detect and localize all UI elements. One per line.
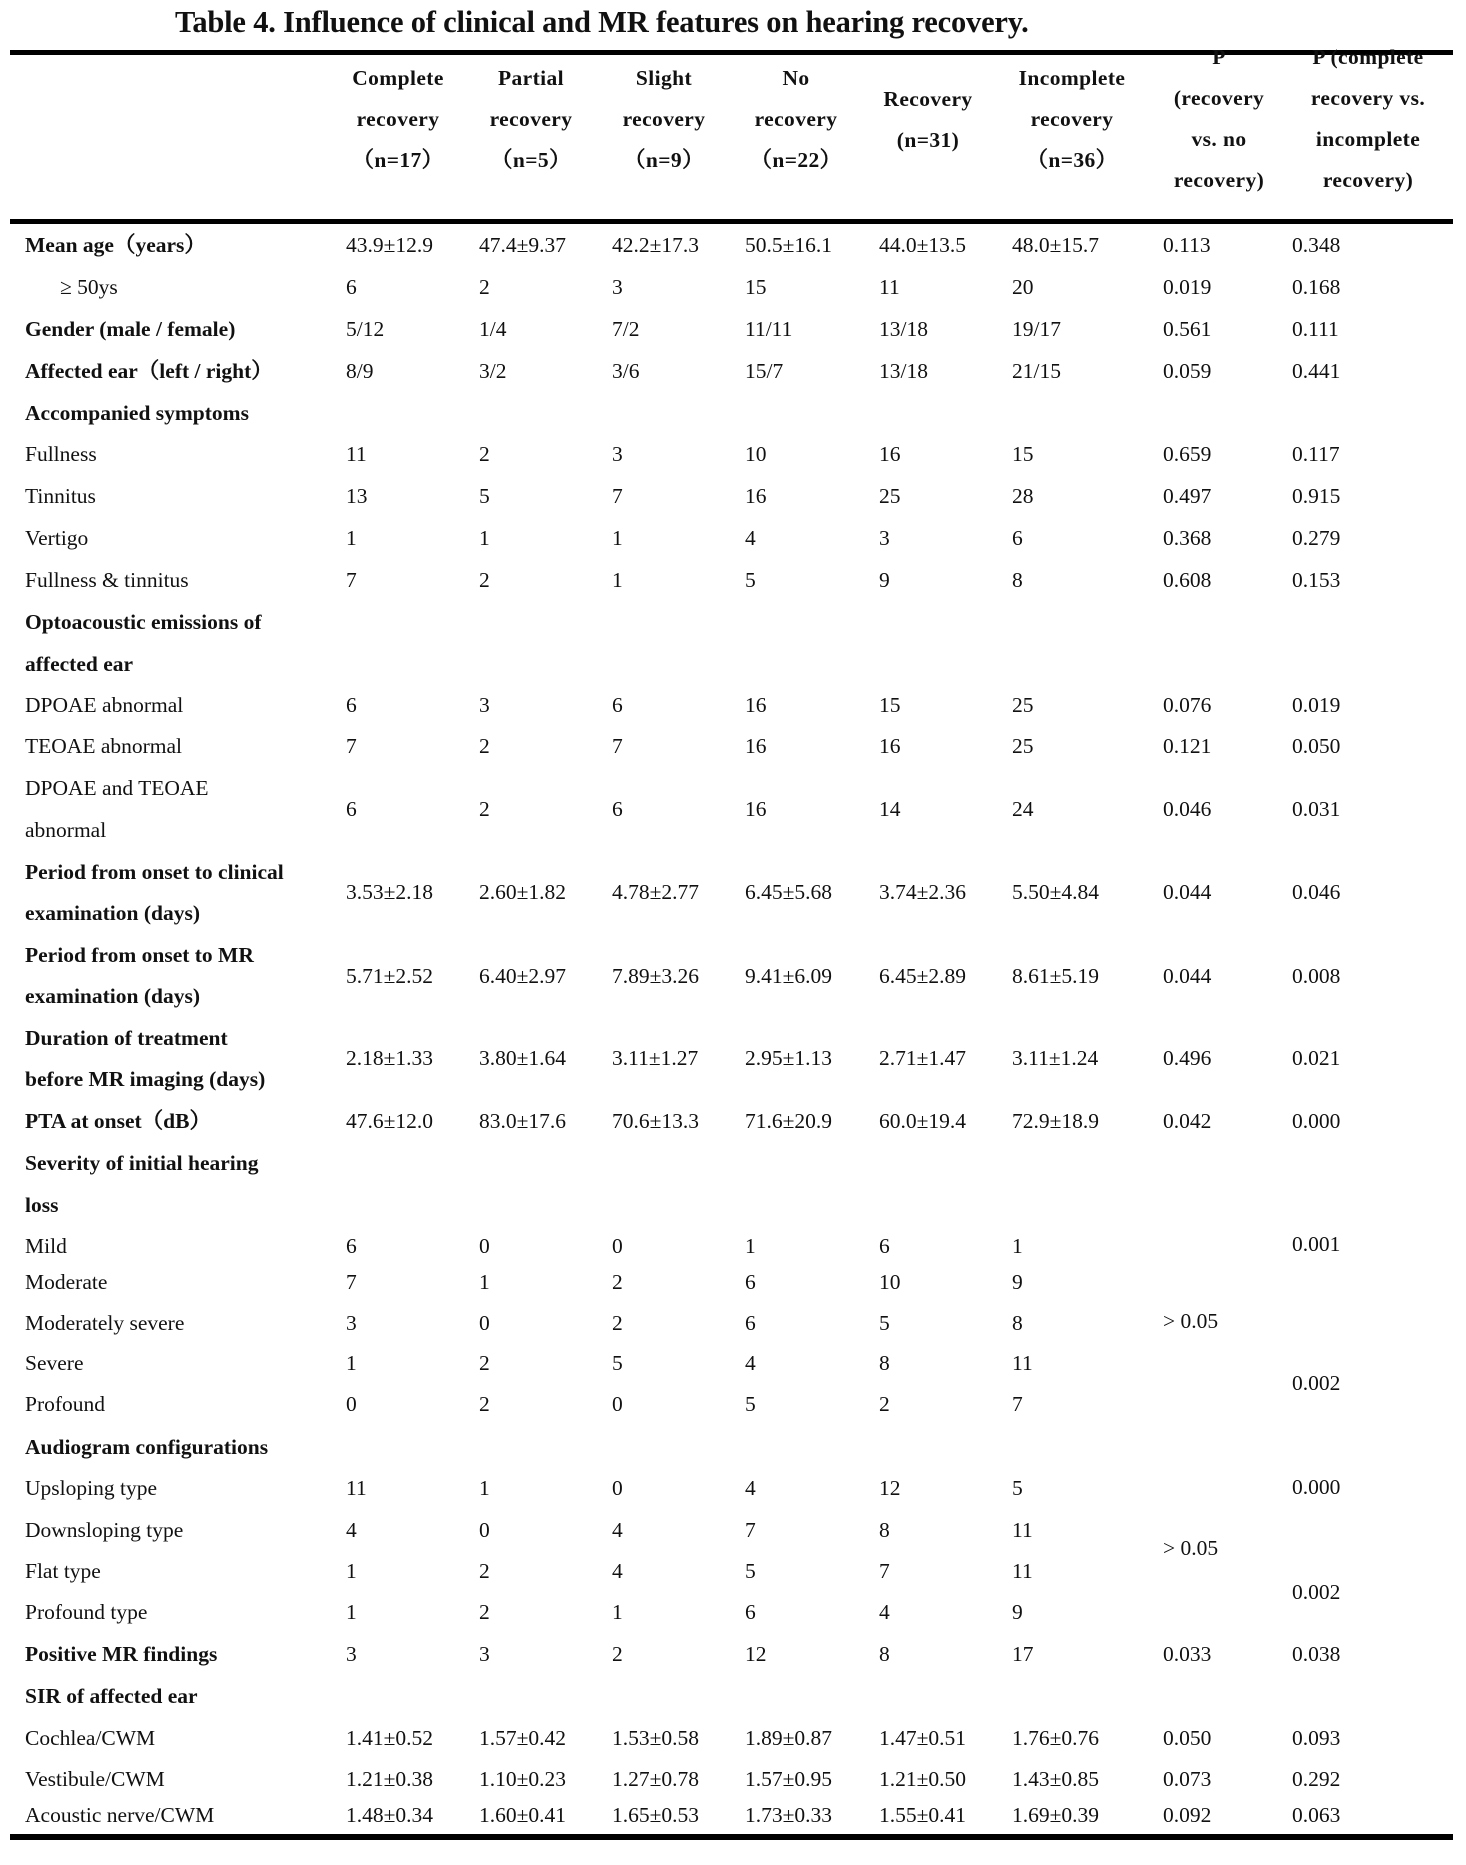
table-cell: 11 — [1012, 1559, 1033, 1583]
table-cell: 3 — [346, 1642, 357, 1666]
row-label: Fullness & tinnitus — [25, 568, 189, 592]
table-cell: 0.608 — [1163, 568, 1212, 592]
table-cell: 16 — [745, 797, 767, 821]
column-header: P (complete — [1312, 45, 1424, 69]
column-header: recovery — [1030, 107, 1114, 131]
row-label: SIR of affected ear — [25, 1684, 198, 1708]
column-header: Partial — [497, 66, 565, 90]
table-cell: 11/11 — [745, 317, 793, 341]
table-cell: 4 — [346, 1518, 357, 1542]
table-cell: 4 — [612, 1559, 623, 1583]
table-cell: 6 — [879, 1234, 890, 1258]
column-header: recovery) — [1173, 168, 1265, 192]
table-cell: 0.093 — [1292, 1726, 1341, 1750]
p-value-merged: > 0.05 — [1163, 1536, 1219, 1560]
table-cell: 0.561 — [1163, 317, 1212, 341]
row-label: Mean age（years） — [25, 233, 206, 257]
table-cell: 6 — [612, 693, 623, 717]
row-label: Vertigo — [25, 526, 89, 550]
table-cell: 2.60±1.82 — [479, 880, 567, 904]
table-cell: 1 — [612, 526, 623, 550]
table-cell: 25 — [879, 484, 901, 508]
table-cell: 1.69±0.39 — [1012, 1803, 1100, 1827]
table-cell: 1.48±0.34 — [346, 1803, 434, 1827]
table-cell: 0.117 — [1292, 442, 1340, 466]
table-cell: 0.063 — [1292, 1803, 1341, 1827]
table-cell: 0.031 — [1292, 797, 1341, 821]
row-label-continued: abnormal — [25, 818, 107, 842]
table-cell: 5.50±4.84 — [1012, 880, 1100, 904]
column-header: (recovery — [1173, 86, 1265, 110]
table-cell: 0.044 — [1163, 964, 1212, 988]
table-cell: 71.6±20.9 — [745, 1109, 833, 1133]
column-header: Complete — [352, 66, 444, 90]
table-cell: 2 — [479, 1392, 490, 1416]
table-cell: 7.89±3.26 — [612, 964, 700, 988]
table-cell: 15 — [745, 275, 767, 299]
column-header: vs. no — [1191, 127, 1247, 151]
table-cell: 1.76±0.76 — [1012, 1726, 1100, 1750]
table-cell: 7 — [612, 484, 623, 508]
row-label: Acoustic nerve/CWM — [25, 1803, 215, 1827]
p-value-merged: 0.001 — [1292, 1232, 1341, 1256]
table-cell: 2 — [479, 1351, 490, 1375]
table-cell: 1 — [612, 1600, 623, 1624]
table-cell: 7 — [1012, 1392, 1023, 1416]
table-cell: 1.43±0.85 — [1012, 1767, 1100, 1791]
row-label: Fullness — [25, 442, 97, 466]
table-cell: 1.47±0.51 — [879, 1726, 967, 1750]
table-cell: 3 — [479, 1642, 490, 1666]
table-cell: 0.021 — [1292, 1046, 1341, 1070]
table-cell: 3/6 — [612, 359, 640, 383]
table-cell: 0.046 — [1163, 797, 1212, 821]
table-cell: 8 — [879, 1351, 890, 1375]
table-cell: 12 — [745, 1642, 767, 1666]
table-cell: 72.9±18.9 — [1012, 1109, 1100, 1133]
row-label: Downsloping type — [25, 1518, 184, 1542]
table-cell: 2.95±1.13 — [745, 1046, 833, 1070]
table-cell: 5 — [745, 1392, 756, 1416]
table-cell: 11 — [879, 275, 900, 299]
row-label: ≥ 50ys — [60, 275, 118, 299]
table-cell: 4 — [745, 526, 756, 550]
table-cell: 1.53±0.58 — [612, 1726, 700, 1750]
table-cell: 0.292 — [1292, 1767, 1341, 1791]
table-cell: 7 — [745, 1518, 756, 1542]
table-cell: 3 — [612, 275, 623, 299]
table-cell: 19/17 — [1012, 317, 1061, 341]
row-label-continued: examination (days) — [25, 984, 200, 1008]
column-header: recovery) — [1322, 168, 1414, 192]
table-cell: 0 — [479, 1518, 490, 1542]
row-label: DPOAE abnormal — [25, 693, 184, 717]
table-cell: 0.019 — [1292, 693, 1341, 717]
table-cell: 8 — [879, 1518, 890, 1542]
p-value-merged: 0.002 — [1292, 1371, 1341, 1395]
table-cell: 5 — [1012, 1476, 1023, 1500]
table-cell: 6.45±5.68 — [745, 880, 833, 904]
table-cell: 0.050 — [1292, 734, 1341, 758]
p-value-merged: 0.002 — [1292, 1580, 1341, 1604]
table-cell: 1 — [346, 1559, 357, 1583]
table-cell: 11 — [1012, 1518, 1033, 1542]
table-cell: 83.0±17.6 — [479, 1109, 567, 1133]
column-header: P — [1212, 45, 1226, 69]
table-cell: 4 — [745, 1476, 756, 1500]
table-cell: 0 — [479, 1311, 490, 1335]
table-cell: 9 — [1012, 1600, 1023, 1624]
table-cell: 2 — [479, 442, 490, 466]
row-label: Severe — [25, 1351, 84, 1375]
table-cell: 0 — [612, 1392, 623, 1416]
table-cell: 20 — [1012, 275, 1034, 299]
table-cell: 6 — [346, 693, 357, 717]
table-cell: 5 — [745, 568, 756, 592]
table-cell: 6 — [346, 275, 357, 299]
table-cell: 0.168 — [1292, 275, 1341, 299]
table-cell: 0 — [479, 1234, 490, 1258]
table-cell: 3 — [612, 442, 623, 466]
table-cell: 3 — [479, 693, 490, 717]
table-cell: 6 — [1012, 526, 1023, 550]
table-cell: 0.076 — [1163, 693, 1212, 717]
table-cell: 1.65±0.53 — [612, 1803, 700, 1827]
table-cell: 2 — [479, 568, 490, 592]
table-cell: 0.000 — [1292, 1109, 1341, 1133]
table-cell: 3.53±2.18 — [346, 880, 434, 904]
table-cell: 48.0±15.7 — [1012, 233, 1100, 257]
row-label: Audiogram configurations — [25, 1435, 269, 1459]
table-cell: 3 — [879, 526, 890, 550]
table-cell: 10 — [745, 442, 767, 466]
table-cell: 24 — [1012, 797, 1034, 821]
row-label: PTA at onset（dB） — [25, 1109, 211, 1133]
table-cell: 8.61±5.19 — [1012, 964, 1100, 988]
table-cell: 5 — [879, 1311, 890, 1335]
table-cell: 7/2 — [612, 317, 640, 341]
table-cell: 6.45±2.89 — [879, 964, 967, 988]
table-cell: 16 — [745, 693, 767, 717]
table-cell: 4 — [745, 1351, 756, 1375]
table-cell: 1.60±0.41 — [479, 1803, 567, 1827]
table-cell: 14 — [879, 797, 901, 821]
table-cell: 0.092 — [1163, 1803, 1212, 1827]
row-label: Upsloping type — [25, 1476, 157, 1500]
table-cell: 4 — [879, 1600, 890, 1624]
column-header: recovery — [622, 107, 706, 131]
table-cell: 15/7 — [745, 359, 784, 383]
table-cell: 0.033 — [1163, 1642, 1212, 1666]
table-cell: 0.121 — [1163, 734, 1212, 758]
column-header: （n=9） — [624, 148, 704, 172]
table-cell: 50.5±16.1 — [745, 233, 833, 257]
table-cell: 43.9±12.9 — [346, 233, 434, 257]
table-cell: 1.27±0.78 — [612, 1767, 700, 1791]
table-cell: 5.71±2.52 — [346, 964, 434, 988]
row-label: Period from onset to MR — [25, 943, 254, 967]
table-cell: 0 — [612, 1476, 623, 1500]
row-label-continued: affected ear — [25, 652, 134, 676]
table-cell: 1.55±0.41 — [879, 1803, 967, 1827]
table-cell: 17 — [1012, 1642, 1034, 1666]
table-cell: 1.41±0.52 — [346, 1726, 434, 1750]
table-cell: 5 — [745, 1559, 756, 1583]
table-cell: 0.073 — [1163, 1767, 1212, 1791]
table-cell: 60.0±19.4 — [879, 1109, 967, 1133]
table-cell: 2 — [479, 1600, 490, 1624]
table-cell: 6 — [346, 797, 357, 821]
table-cell: 2.71±1.47 — [879, 1046, 967, 1070]
column-header: (n=31) — [896, 128, 960, 152]
table-cell: 1.89±0.87 — [745, 1726, 833, 1750]
column-header: recovery — [754, 107, 838, 131]
table-cell: 13/18 — [879, 359, 928, 383]
table-cell: 2 — [612, 1270, 623, 1294]
row-label: Period from onset to clinical — [25, 860, 284, 884]
row-label: Vestibule/CWM — [25, 1767, 165, 1791]
table-cell: 7 — [346, 734, 357, 758]
row-label: Flat type — [25, 1559, 101, 1583]
table-cell: 0.153 — [1292, 568, 1341, 592]
column-header: Incomplete — [1018, 66, 1126, 90]
table-cell: 0.368 — [1163, 526, 1212, 550]
table-cell: 8 — [1012, 568, 1023, 592]
table-cell: 1/4 — [479, 317, 507, 341]
table-cell: 1.57±0.95 — [745, 1767, 833, 1791]
table-cell: 3/2 — [479, 359, 507, 383]
table-cell: 28 — [1012, 484, 1034, 508]
table-cell: 8/9 — [346, 359, 374, 383]
table-cell: 0.915 — [1292, 484, 1341, 508]
table-cell: 2 — [612, 1642, 623, 1666]
row-label: Gender (male / female) — [25, 317, 236, 341]
column-header: （n=17） — [352, 148, 444, 172]
table-cell: 11 — [1012, 1351, 1033, 1375]
table-cell: 0.042 — [1163, 1109, 1212, 1133]
row-label: Optoacoustic emissions of — [25, 610, 262, 634]
table-cell: 2 — [479, 797, 490, 821]
table-cell: 1.21±0.50 — [879, 1767, 967, 1791]
table-cell: 70.6±13.3 — [612, 1109, 700, 1133]
table-cell: 15 — [1012, 442, 1034, 466]
table-cell: 1 — [1012, 1234, 1023, 1258]
table-cell: 25 — [1012, 734, 1034, 758]
row-label: DPOAE and TEOAE — [25, 776, 209, 800]
table-cell: 5 — [479, 484, 490, 508]
table-cell: 47.4±9.37 — [479, 233, 567, 257]
table-cell: 9 — [1012, 1270, 1023, 1294]
table-cell: 6 — [745, 1311, 756, 1335]
table-cell: 6 — [612, 797, 623, 821]
table-cell: 21/15 — [1012, 359, 1061, 383]
table-cell: 1 — [612, 568, 623, 592]
row-label: Cochlea/CWM — [25, 1726, 156, 1750]
table-cell: 9 — [879, 568, 890, 592]
row-label: Mild — [25, 1234, 67, 1258]
table-cell: 2 — [879, 1392, 890, 1416]
table-cell: 1 — [479, 526, 490, 550]
table-cell: 3.11±1.24 — [1012, 1046, 1099, 1070]
table-cell: 1 — [745, 1234, 756, 1258]
table-cell: 2 — [479, 734, 490, 758]
table-cell: 44.0±13.5 — [879, 233, 967, 257]
table-cell: 16 — [745, 484, 767, 508]
table-cell: 25 — [1012, 693, 1034, 717]
row-label: Moderately severe — [25, 1311, 185, 1335]
table-cell: 1 — [479, 1270, 490, 1294]
table-cell: 0.046 — [1292, 880, 1341, 904]
table-cell: 1.10±0.23 — [479, 1767, 567, 1791]
row-label: Profound type — [25, 1600, 148, 1624]
table-cell: 9.41±6.09 — [745, 964, 833, 988]
row-label: Severity of initial hearing — [25, 1151, 259, 1175]
column-header: recovery vs. — [1310, 86, 1426, 110]
table-cell: 4 — [612, 1518, 623, 1542]
column-header: No — [782, 66, 810, 90]
table-cell: 4.78±2.77 — [612, 880, 700, 904]
column-header: recovery — [356, 107, 440, 131]
table-cell: 0.496 — [1163, 1046, 1212, 1070]
row-label: Moderate — [25, 1270, 108, 1294]
bottom-rule — [10, 1834, 1453, 1840]
table-cell: 1 — [479, 1476, 490, 1500]
table-cell: 0.008 — [1292, 964, 1341, 988]
table-cell: 0.348 — [1292, 233, 1341, 257]
table-cell: 0 — [346, 1392, 357, 1416]
table-cell: 0.038 — [1292, 1642, 1341, 1666]
row-label: Accompanied symptoms — [25, 401, 249, 425]
row-label: Tinnitus — [25, 484, 96, 508]
table-cell: 6.40±2.97 — [479, 964, 567, 988]
table-cell: 7 — [346, 568, 357, 592]
table-title: Table 4. Influence of clinical and MR features on hearing recovery. — [175, 5, 1029, 39]
table-cell: 3.80±1.64 — [479, 1046, 567, 1070]
table-cell: 7 — [346, 1270, 357, 1294]
table-cell: 16 — [745, 734, 767, 758]
table-cell: 1 — [346, 1351, 357, 1375]
row-label-continued: loss — [25, 1193, 59, 1217]
row-label: Positive MR findings — [25, 1642, 218, 1666]
table-cell: 0.059 — [1163, 359, 1212, 383]
p-value-merged: 0.000 — [1292, 1475, 1341, 1499]
table-cell: 42.2±17.3 — [612, 233, 700, 257]
table-cell: 1.57±0.42 — [479, 1726, 567, 1750]
column-header: （n=22） — [750, 148, 842, 172]
table-cell: 13/18 — [879, 317, 928, 341]
table-cell: 2.18±1.33 — [346, 1046, 434, 1070]
table-cell: 11 — [346, 442, 367, 466]
table-cell: 8 — [879, 1642, 890, 1666]
table-cell: 0.111 — [1292, 317, 1339, 341]
table-cell: 0.113 — [1163, 233, 1211, 257]
table-cell: 2 — [479, 275, 490, 299]
table-cell: 47.6±12.0 — [346, 1109, 434, 1133]
table-cell: 6 — [745, 1600, 756, 1624]
table-cell: 12 — [879, 1476, 901, 1500]
row-label: Affected ear（left / right） — [25, 359, 273, 383]
column-header: incomplete — [1315, 127, 1421, 151]
p-value-merged: > 0.05 — [1163, 1309, 1219, 1333]
column-header: （n=36） — [1026, 148, 1118, 172]
table-cell: 2 — [612, 1311, 623, 1335]
table-cell: 1 — [346, 1600, 357, 1624]
table-cell: 16 — [879, 734, 901, 758]
table-cell: 0.044 — [1163, 880, 1212, 904]
table-cell: 7 — [879, 1559, 890, 1583]
table-cell: 3.11±1.27 — [612, 1046, 699, 1070]
row-label: Duration of treatment — [25, 1026, 228, 1050]
table-cell: 11 — [346, 1476, 367, 1500]
table-cell: 16 — [879, 442, 901, 466]
table-cell: 1.21±0.38 — [346, 1767, 434, 1791]
table-cell: 7 — [612, 734, 623, 758]
table-cell: 0.279 — [1292, 526, 1341, 550]
table-cell: 0.659 — [1163, 442, 1212, 466]
table-cell: 0.497 — [1163, 484, 1212, 508]
table-cell: 1 — [346, 526, 357, 550]
row-label-continued: examination (days) — [25, 901, 200, 925]
table-cell: 0.019 — [1163, 275, 1212, 299]
table-cell: 8 — [1012, 1311, 1023, 1335]
table-cell: 13 — [346, 484, 368, 508]
table-cell: 6 — [346, 1234, 357, 1258]
table-cell: 15 — [879, 693, 901, 717]
row-label: TEOAE abnormal — [25, 734, 183, 758]
table-cell: 3 — [346, 1311, 357, 1335]
table-cell: 1.73±0.33 — [745, 1803, 833, 1827]
table-cell: 0 — [612, 1234, 623, 1258]
table-cell: 5/12 — [346, 317, 385, 341]
table-cell: 5 — [612, 1351, 623, 1375]
table-cell: 0.050 — [1163, 1726, 1212, 1750]
column-header: recovery — [489, 107, 573, 131]
table-cell: 2 — [479, 1559, 490, 1583]
column-header: Slight — [635, 66, 693, 90]
row-label: Profound — [25, 1392, 106, 1416]
table-cell: 0.441 — [1292, 359, 1341, 383]
column-header: Recovery — [883, 87, 973, 111]
header-rule — [10, 219, 1453, 224]
table-cell: 6 — [745, 1270, 756, 1294]
table-cell: 10 — [879, 1270, 901, 1294]
row-label-continued: before MR imaging (days) — [25, 1067, 266, 1091]
column-header: （n=5） — [491, 148, 571, 172]
table-cell: 3.74±2.36 — [879, 880, 967, 904]
